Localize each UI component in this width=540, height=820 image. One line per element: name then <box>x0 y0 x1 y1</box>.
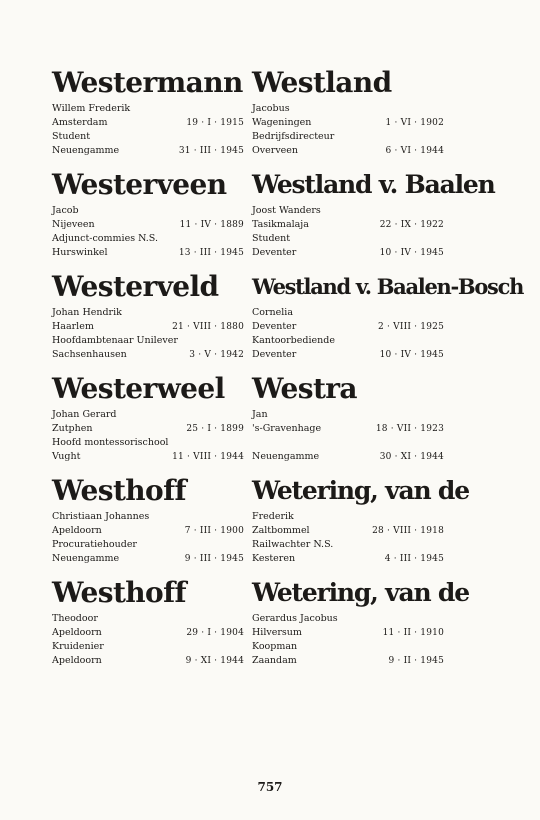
death-date: 9 · III · 1945 <box>184 554 244 564</box>
death-place: Neuengamme <box>252 451 320 462</box>
birth-line <box>52 116 244 130</box>
occupation: Railwachter N.S. <box>252 539 334 550</box>
birth-date: 11 · II · 1910 <box>382 628 444 638</box>
given-names-line <box>252 306 444 320</box>
birth-date: 7 · III · 1900 <box>184 526 244 536</box>
occupation: Adjunct-commies N.S. <box>52 233 158 244</box>
surname-heading: Westerweel <box>52 372 225 405</box>
given-names-line <box>52 102 244 116</box>
birth-line <box>252 422 444 436</box>
death-date: 10 · IV · 1945 <box>379 248 444 258</box>
occupation: Kruidenier <box>52 641 104 652</box>
surname-heading: Westland <box>252 66 392 99</box>
occupation-line <box>252 232 444 246</box>
birth-line <box>52 524 244 538</box>
birth-date: 28 · VIII · 1918 <box>372 526 444 536</box>
death-place: Sachsenhausen <box>52 349 127 360</box>
birth-date: 2 · VIII · 1925 <box>378 322 444 332</box>
birth-date: 29 · I · 1904 <box>186 628 244 638</box>
occupation-line <box>252 538 444 552</box>
entry-westland <box>252 66 444 158</box>
occupation-line <box>252 130 444 144</box>
surname-heading: Westland v. Baalen <box>252 170 495 199</box>
surname-heading: Westerveld <box>52 270 219 303</box>
birth-line <box>52 626 244 640</box>
entry-westra <box>252 372 444 464</box>
death-date: 31 · III · 1945 <box>178 146 244 156</box>
death-date: 9 · II · 1945 <box>388 656 444 666</box>
birth-line <box>252 116 444 130</box>
death-line <box>52 552 244 566</box>
death-date: 4 · III · 1945 <box>384 554 444 564</box>
occupation-line <box>252 640 444 654</box>
birth-place: Tasikmalaja <box>252 219 309 230</box>
entry-westhoff-christiaan <box>52 474 244 566</box>
birth-place: Zaltbommel <box>252 525 310 536</box>
surname-heading: Westhoff <box>52 576 186 609</box>
death-line <box>52 654 244 668</box>
birth-date: 1 · VI · 1902 <box>385 118 444 128</box>
birth-date: 19 · I · 1915 <box>186 118 244 128</box>
death-date: 11 · VIII · 1944 <box>172 452 244 462</box>
given-names: Christiaan Johannes <box>52 511 150 522</box>
death-line <box>252 348 444 362</box>
birth-date: 11 · IV · 1889 <box>179 220 244 230</box>
occupation: Student <box>52 131 91 142</box>
birth-place: Wageningen <box>252 117 312 128</box>
given-names-line <box>252 408 444 422</box>
death-place: Kesteren <box>252 553 296 564</box>
death-place: Apeldoorn <box>52 655 102 666</box>
given-names: Joost Wanders <box>252 205 321 216</box>
entry-wetering-frederik <box>252 474 469 566</box>
entry-westland-v-baalen <box>252 168 495 260</box>
birth-date: 21 · VIII · 1880 <box>172 322 244 332</box>
occupation-line <box>52 130 244 144</box>
left-column <box>52 66 244 678</box>
birth-place: Deventer <box>252 321 297 332</box>
birth-place: Apeldoorn <box>52 525 102 536</box>
given-names: Johan Gerard <box>52 409 117 420</box>
given-names: Gerardus Jacobus <box>252 613 338 624</box>
birth-date: 25 · I · 1899 <box>186 424 244 434</box>
given-names: Cornelia <box>252 307 294 318</box>
death-line <box>52 348 244 362</box>
death-place: Vught <box>52 451 81 462</box>
surname-heading: Westra <box>252 372 357 405</box>
death-date: 10 · IV · 1945 <box>379 350 444 360</box>
given-names: Theodoor <box>52 613 98 624</box>
death-date: 13 · III · 1945 <box>178 248 244 258</box>
death-place: Deventer <box>252 349 297 360</box>
given-names: Willem Frederik <box>52 103 131 114</box>
birth-place: Hilversum <box>252 627 302 638</box>
birth-date: 22 · IX · 1922 <box>379 220 444 230</box>
given-names: Frederik <box>252 511 294 522</box>
birth-place: Haarlem <box>52 321 94 332</box>
surname-heading: Westerveen <box>52 168 227 201</box>
given-names: Jacobus <box>252 103 290 114</box>
birth-line <box>52 218 244 232</box>
birth-place: Apeldoorn <box>52 627 102 638</box>
given-names-line <box>252 102 444 116</box>
birth-date: 18 · VII · 1923 <box>375 424 444 434</box>
death-place: Neuengamme <box>52 553 120 564</box>
occupation-line <box>52 640 244 654</box>
surname-heading: Westland v. Baalen-Bosch <box>252 274 524 299</box>
given-names-line <box>52 204 244 218</box>
occupation-line <box>52 538 244 552</box>
given-names-line <box>252 510 444 524</box>
birth-place: Nijeveen <box>52 219 95 230</box>
surname-heading: Westermann <box>52 66 243 99</box>
given-names-line <box>52 306 244 320</box>
occupation: Student <box>252 233 291 244</box>
given-names: Jan <box>252 409 268 420</box>
occupation: Hoofdambtenaar Unilever <box>52 335 178 346</box>
occupation-line <box>52 334 244 348</box>
occupation: Koopman <box>252 641 298 652</box>
surname-heading: Wetering, van de <box>252 476 469 505</box>
birth-place: Zutphen <box>52 423 93 434</box>
death-line <box>252 144 444 158</box>
page-number: 757 <box>257 780 283 794</box>
death-place: Neuengamme <box>52 145 120 156</box>
entry-westerveen <box>52 168 244 260</box>
given-names-line <box>252 204 444 218</box>
occupation: Procuratiehouder <box>52 539 137 550</box>
entry-westerveld <box>52 270 244 362</box>
entry-westerweel <box>52 372 244 464</box>
entry-westermann <box>52 66 244 158</box>
death-line <box>52 144 244 158</box>
death-place: Overveen <box>252 145 299 156</box>
given-names-line <box>52 408 244 422</box>
death-line <box>252 246 444 260</box>
occupation-line <box>52 232 244 246</box>
birth-line <box>52 422 244 436</box>
birth-line <box>252 320 444 334</box>
surname-heading: Westhoff <box>52 474 186 507</box>
death-place: Hurswinkel <box>52 247 108 258</box>
occupation-line <box>52 436 244 450</box>
birth-line <box>252 626 444 640</box>
entry-westhoff-theodoor <box>52 576 244 668</box>
death-date: 6 · VI · 1944 <box>385 146 444 156</box>
birth-place: Amsterdam <box>52 117 108 128</box>
occupation-line <box>252 436 444 450</box>
death-line <box>52 450 244 464</box>
surname-heading: Wetering, van de <box>252 578 469 607</box>
death-place: Zaandam <box>252 655 297 666</box>
death-place: Deventer <box>252 247 297 258</box>
death-line <box>252 654 444 668</box>
given-names-line <box>252 612 444 626</box>
death-line <box>252 450 444 464</box>
death-date: 30 · XI · 1944 <box>379 452 444 462</box>
death-line <box>52 246 244 260</box>
birth-line <box>252 524 444 538</box>
death-date: 3 · V · 1942 <box>189 350 244 360</box>
occupation-line <box>252 334 444 348</box>
occupation: Bedrijfsdirecteur <box>252 131 335 142</box>
given-names: Jacob <box>52 205 79 216</box>
birth-place: 's-Gravenhage <box>252 423 322 434</box>
given-names-line <box>52 510 244 524</box>
occupation: Kantoorbediende <box>252 335 335 346</box>
given-names-line <box>52 612 244 626</box>
occupation: Hoofd montessorischool <box>52 437 169 448</box>
birth-line <box>252 218 444 232</box>
given-names: Johan Hendrik <box>52 307 122 318</box>
entry-wetering-gerardus <box>252 576 469 668</box>
right-column <box>252 66 524 678</box>
birth-line <box>52 320 244 334</box>
entry-westland-v-baalen-bosch <box>252 270 524 362</box>
death-line <box>252 552 444 566</box>
death-date: 9 · XI · 1944 <box>185 656 244 666</box>
